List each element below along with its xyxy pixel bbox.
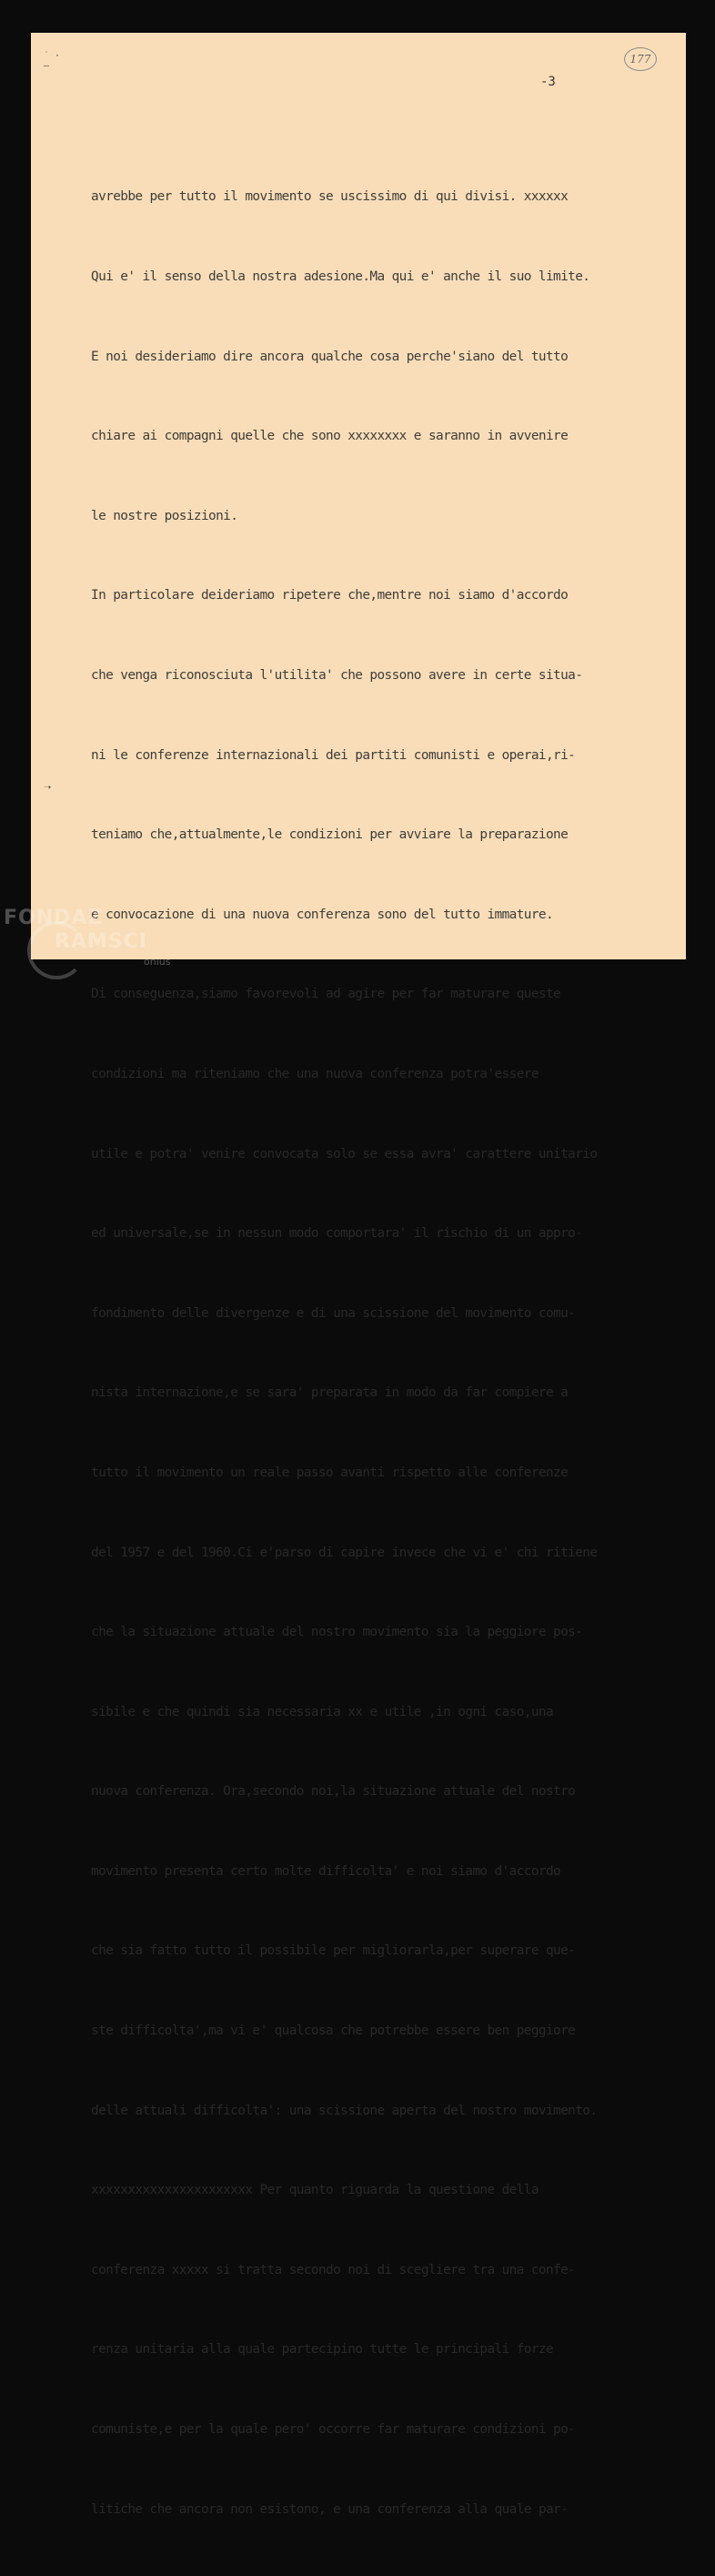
text-line: fondimento delle divergenze e di una scissione del movimento comu- — [91, 1305, 576, 1321]
typewritten-body — [91, 131, 655, 2576]
text-line: nuova conferenza. Ora,secondo noi,la situazione attuale del nostro — [91, 1784, 576, 1800]
watermark-line2: RAMSCI — [55, 930, 148, 953]
text-line: delle attuali difficolta': una scissione aperta del nostro movimento. — [91, 2103, 598, 2118]
pencil-mark: ˙ · — — [44, 51, 61, 71]
text-line: che sia fatto tutto il possibile per migliorarla,per superare que- — [91, 1943, 576, 1959]
text-line: che venga riconosciuta l'utilita' che possono avere in certe situa- — [91, 667, 583, 683]
text-line: avrebbe per tutto il movimento se uscissimo di qui divisi. xxxxxx — [91, 189, 569, 205]
text-line: teniamo che,attualmente,le condizioni per avviare la preparazione — [91, 827, 569, 843]
text-line: del 1957 e del 1960.Ci e'parso di capire invece che vi e' chi ritiene — [91, 1545, 598, 1560]
text-line: chiare ai compagni quelle che sono xxxxxxxx e saranno in avvenire — [91, 429, 569, 444]
text-line: le nostre posizioni. — [91, 508, 238, 523]
text-line: tutto il movimento un reale passo avanti rispetto alle conferenze — [91, 1465, 569, 1480]
watermark-line1: FONDAZ — [4, 907, 104, 929]
text-line: utile e potra' venire convocata solo se essa avra' carattere unitario — [91, 1146, 598, 1161]
page-number: -3 — [540, 75, 556, 89]
text-line: In particolare deideriamo ripetere che,mentre noi siamo d'accordo — [91, 588, 569, 603]
text-line: e convocazione di una nuova conferenza sono del tutto immature. — [91, 907, 554, 922]
text-line: E noi desideriamo dire ancora qualche cosa perche'siano del tutto — [91, 349, 569, 364]
text-line: sibile e che quindi sia necessaria xx e utile ,in ogni caso,una — [91, 1704, 554, 1719]
archive-number-stamp: 177 — [624, 47, 657, 71]
text-line: renza unitaria alla quale partecipino tutte le principali forze — [91, 2342, 554, 2358]
text-line: conferenza xxxxx si tratta secondo noi di scegliere tra una confe- — [91, 2262, 576, 2277]
text-line: nista internazione,e se sara' preparata in modo da far compiere a — [91, 1385, 569, 1401]
text-line: che la situazione attuale del nostro movimento sia la peggiore pos- — [91, 1625, 583, 1640]
text-line: condizioni ma riteniamo che una nuova conferenza potra'essere — [91, 1066, 539, 1081]
text-line: ni le conferenze internazionali dei partiti comunisti e operai,ri- — [91, 747, 576, 763]
text-line: xxxxxxxxxxxxxxxxxxxxxx Per quanto riguarda la questione della — [91, 2183, 539, 2198]
text-line: Qui e' il senso della nostra adesione.Ma qui e' anche il suo limite. — [91, 269, 590, 284]
text-line: litiche che ancora non esistono, e una conferenza alla quale par- — [91, 2501, 569, 2517]
text-line: Di conseguenza,siamo favorevoli ad agire per far maturare queste — [91, 987, 561, 1002]
text-line: comuniste,e per la quale pero' occorre far maturare condizioni po- — [91, 2422, 576, 2438]
text-line: ed universale,se in nessun modo comportara' il rischio di un appro- — [91, 1226, 583, 1242]
text-line: movimento presenta certo molte difficolta' e noi siamo d'accordo — [91, 1863, 561, 1879]
watermark-sub: onlus — [144, 956, 171, 968]
margin-arrow-icon: ➝ — [44, 781, 52, 796]
text-line: ste difficolta',ma vi e' qualcosa che potrebbe essere ben peggiore — [91, 2023, 576, 2039]
